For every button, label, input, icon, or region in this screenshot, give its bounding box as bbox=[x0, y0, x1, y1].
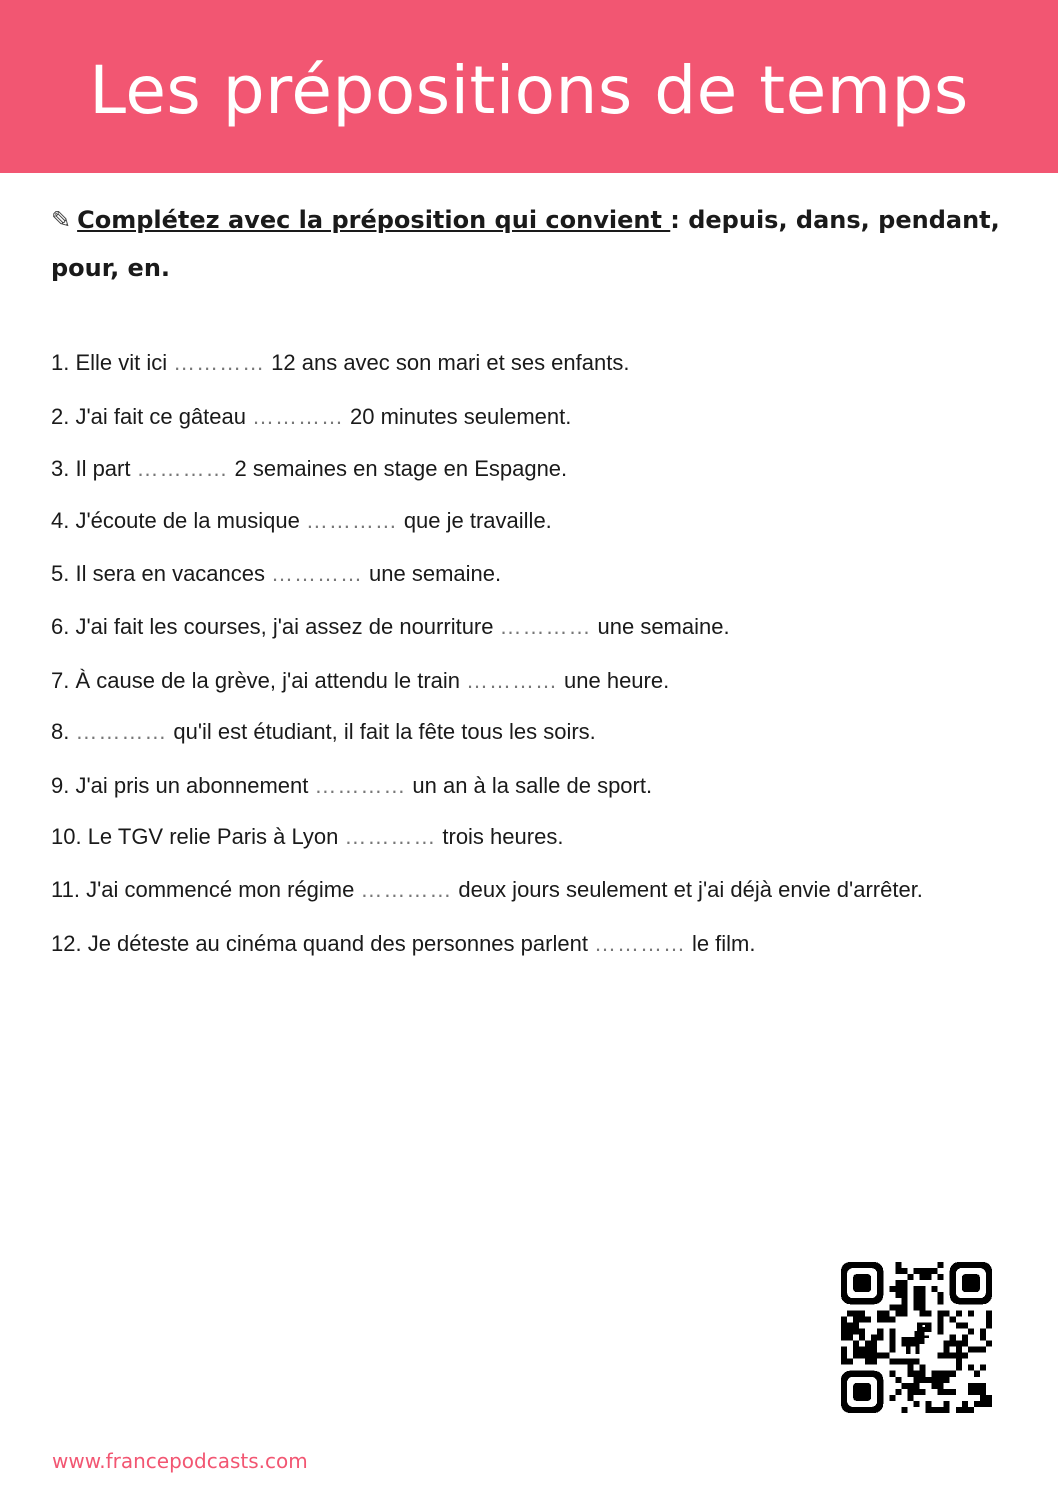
answer-blank: ………… bbox=[360, 877, 453, 902]
answer-blank: ………… bbox=[305, 508, 398, 533]
footer-url[interactable]: www.francepodcasts.com bbox=[52, 1449, 308, 1473]
answer-blank: ………… bbox=[466, 668, 559, 693]
dinosaur-icon bbox=[895, 1316, 937, 1358]
exercise-item bbox=[51, 668, 669, 694]
exercise-text-before: 7. À cause de la grève, j'ai attendu le train bbox=[51, 668, 461, 693]
answer-blank: ………… bbox=[271, 561, 364, 586]
exercise-item bbox=[51, 508, 552, 534]
answer-blank: ………… bbox=[314, 773, 407, 798]
instruction-options: : depuis, dans, pendant, pour, en. bbox=[51, 206, 1000, 282]
exercise-text-after: 12 ans avec son mari et ses enfants. bbox=[271, 350, 630, 375]
answer-blank: ………… bbox=[499, 614, 592, 639]
answer-blank: ………… bbox=[173, 350, 266, 375]
exercise-text-after: deux jours seulement et j'ai déjà envie d'arrêter. bbox=[458, 877, 923, 902]
exercise-text-before: 10. Le TGV relie Paris à Lyon bbox=[51, 824, 339, 849]
exercise-text-before: 2. J'ai fait ce gâteau bbox=[51, 404, 246, 429]
answer-blank: ………… bbox=[344, 824, 437, 849]
exercise-item bbox=[51, 824, 563, 850]
exercise-text-after: une heure. bbox=[564, 668, 670, 693]
answer-blank: ………… bbox=[593, 931, 686, 956]
qr-code-icon[interactable] bbox=[841, 1262, 992, 1413]
exercise-item bbox=[51, 614, 730, 640]
exercise-text-before: 12. Je déteste au cinéma quand des personnes parlent bbox=[51, 931, 588, 956]
exercise-item bbox=[51, 931, 756, 957]
exercise-text-before: 9. J'ai pris un abonnement bbox=[51, 773, 309, 798]
title-banner bbox=[0, 0, 1058, 173]
exercise-text-before: 4. J'écoute de la musique bbox=[51, 508, 300, 533]
exercise-text-before: 6. J'ai fait les courses, j'ai assez de nourriture bbox=[51, 614, 494, 639]
page-title: Les prépositions de temps bbox=[89, 52, 969, 129]
exercise-text-after: que je travaille. bbox=[403, 508, 552, 533]
exercise-text-after: trois heures. bbox=[442, 824, 564, 849]
exercise-item bbox=[51, 404, 571, 430]
pencil-icon: ✎ bbox=[51, 206, 72, 234]
instruction bbox=[51, 196, 1011, 292]
exercise-item bbox=[51, 719, 596, 745]
exercise-item bbox=[51, 877, 923, 903]
exercise-item bbox=[51, 561, 501, 587]
answer-blank: ………… bbox=[136, 456, 229, 481]
exercise-text-after: 2 semaines en stage en Espagne. bbox=[234, 456, 568, 481]
exercise-text-before: 8. bbox=[51, 719, 70, 744]
exercise-text-after: 20 minutes seulement. bbox=[350, 404, 572, 429]
exercise-text-before: 3. Il part bbox=[51, 456, 131, 481]
exercise-text-before: 1. Elle vit ici bbox=[51, 350, 168, 375]
exercise-text-after: le film. bbox=[691, 931, 756, 956]
exercise-text-after: une semaine. bbox=[597, 614, 730, 639]
instruction-lead: Complétez avec la préposition qui convient bbox=[77, 206, 671, 234]
exercise-item bbox=[51, 350, 629, 376]
exercise-item bbox=[51, 456, 567, 482]
exercise-text-after: une semaine. bbox=[369, 561, 502, 586]
exercise-item bbox=[51, 773, 652, 799]
exercise-text-before: 11. J'ai commencé mon régime bbox=[51, 877, 355, 902]
exercise-text-after: un an à la salle de sport. bbox=[412, 773, 653, 798]
answer-blank: ………… bbox=[252, 404, 344, 429]
exercise-text-after: qu'il est étudiant, il fait la fête tous les soirs. bbox=[173, 719, 596, 744]
answer-blank: ………… bbox=[75, 719, 168, 744]
exercise-text-before: 5. Il sera en vacances bbox=[51, 561, 266, 586]
